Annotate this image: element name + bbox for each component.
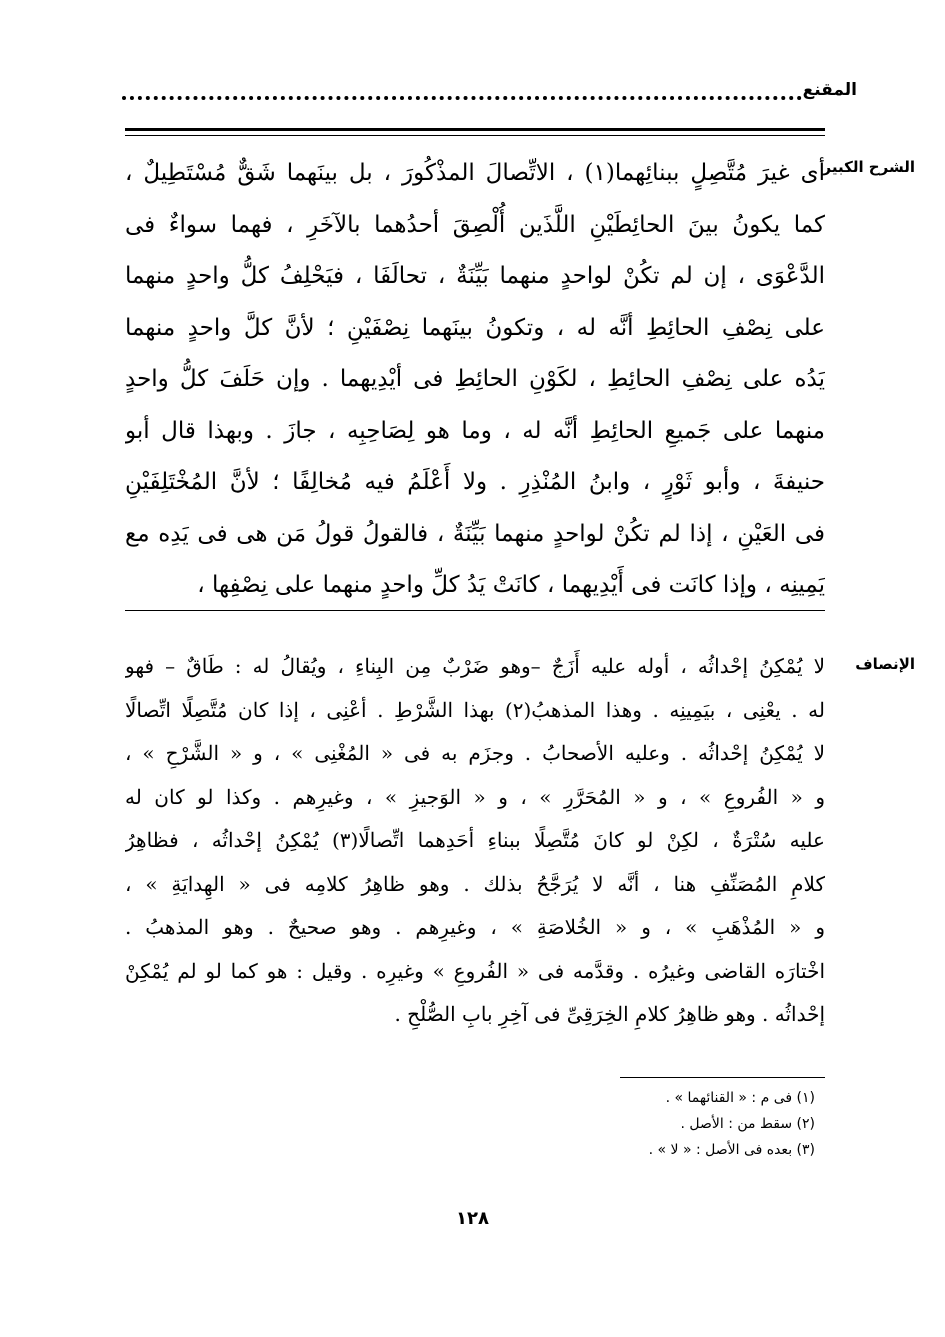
header-dotted-leader [122,82,802,100]
text-line: و « المُذْهَبِ » ، و « الخُلاصَةِ » ، وغيرِهم . وهو صحيحٌ . وهو المذهبُ . [125,915,825,939]
text-line: يَمِينِه ، وإذا كانَت فى أَيْدِيهما ، كانَتْ يَدُ كلِّ واحدٍ منهما على نِصْفِها ، [197,572,825,598]
footnote: (٢) سقط من : الأصل . [680,1116,815,1132]
section-divider [125,610,825,611]
text-line: حنيفةَ ، وأبو ثَوْرٍ ، وابنُ المُنْذِرِ . ولا أَعْلَمُ فيه مُخالِفًا ؛ لأنَّ المُخْتَلِفَيْنِ [125,469,825,495]
footnote: (١) فى م : « القنائهما » . [665,1090,815,1106]
text-line: اخْتارَه القاضى وغيرُه . وقدَّمه فى « الفُروعِ » وغيرِه . وقيل : هو كما لو لم يُمْكِنْ [125,958,825,983]
text-line: منهما على جَميعِ الحائِطِ أنَّه له ، وما هو لِصَاحِبِه ، جازَ . وبهذا قال أبو [125,417,825,444]
text-line: إحْداثُه . وهو ظاهِرُ كلامِ الخِرَقِىِّ فى آخِرِ بابِ الصُّلْحِ . [394,1002,825,1026]
text-line: كما يكونُ بينَ الحائِطَيْنِ اللَّذَين أُلْصِقَ أحدُهما بالآخَرِ ، فهما سواءٌ فى [125,211,825,238]
page-number: ١٢٨ [456,1208,489,1229]
text-line: و « الفُروعِ » ، و « المُحَرَّرِ » ، و « الوَجيزِ » ، وغيرِهم . وكذا لو كان له [125,784,825,809]
section-label-insaf: الإنصاف [855,655,915,673]
text-line: الدَّعْوَى ، إن لم تكُنْ لواحدٍ منهما بَيِّنَةٌ ، تحالَفَا ، فيَحْلِفُ كلُّ واحدٍ منهما [125,263,825,289]
text-line: عليه سُتْرَةٌ ، لكِنْ لو كانَ مُتَّصِلًا ببناءِ أحَدِهما اتِّصالًا(٣) يُمْكِنُ إحْداثُه ، فظاهِرُ [125,828,825,852]
section-label-sharh: الشرح الكبير [822,158,915,176]
sharh-text-block [125,148,825,612]
text-line: فى العَيْنِ ، إذا لم تكُنْ لواحدٍ منهما بَيِّنَةٌ ، فالقولُ قولُ مَن هى فى يَدِه مع [125,520,825,547]
text-line: يَدُه على نِصْفِ الحائِطِ ، لكَوْنِ الحائِطِ فى أيْدِيهما . وإن حَلَفَ كلُّ واحدٍ [125,366,825,392]
text-line: على نِصْفِ الحائِطِ أنَّه له ، وتكونُ بينَهما نِصْفَيْنِ ؛ لأنَّ كلَّ واحدٍ منهما [125,314,825,341]
footnotes [649,1085,815,1163]
footnote-rule [620,1077,825,1078]
text-line: أى غيرَ مُتَّصِلٍ ببنائِهما(١) ، الاتِّصالَ المذْكُورَ ، بل بينَهما شَقٌّ مُسْتَطِيلٌ ، [125,160,825,186]
header-rule-thin [125,135,825,136]
footnote: (٣) بعده فى الأصل : « لا » . [648,1142,815,1158]
text-line: لا يُمْكِنُ إحْداثُه . وعليه الأصحابُ . وجزَم به فى « المُغْنِى » ، و « الشَّرْحِ » ، [125,741,825,765]
book-title: المقنع [802,80,857,100]
text-line: كلامِ المُصَنِّفِ هنا ، أنَّه لا يُرَجَّحُ بذلك . وهو ظاهِرُ كلامِه فى « الهِدايَةِ » ، [125,871,825,896]
header-rule-thick [125,128,825,131]
text-line: له . يعْنِى ، بيَمِينِه . وهذا المذهبُ(٢) بهذا الشَّرْطِ . أعْنِى ، إذا كان مُتَّصِلًا اتِّصالًا [125,697,825,722]
insaf-text-block [125,645,825,1037]
text-line: لا يُمْكِنُ إحْداثُه ، أوله عليه أَزَجٌ –وهو ضَرْبٌ مِن البِناءِ ، ويُقالُ له : طَاقٌ – فهو [125,654,825,678]
